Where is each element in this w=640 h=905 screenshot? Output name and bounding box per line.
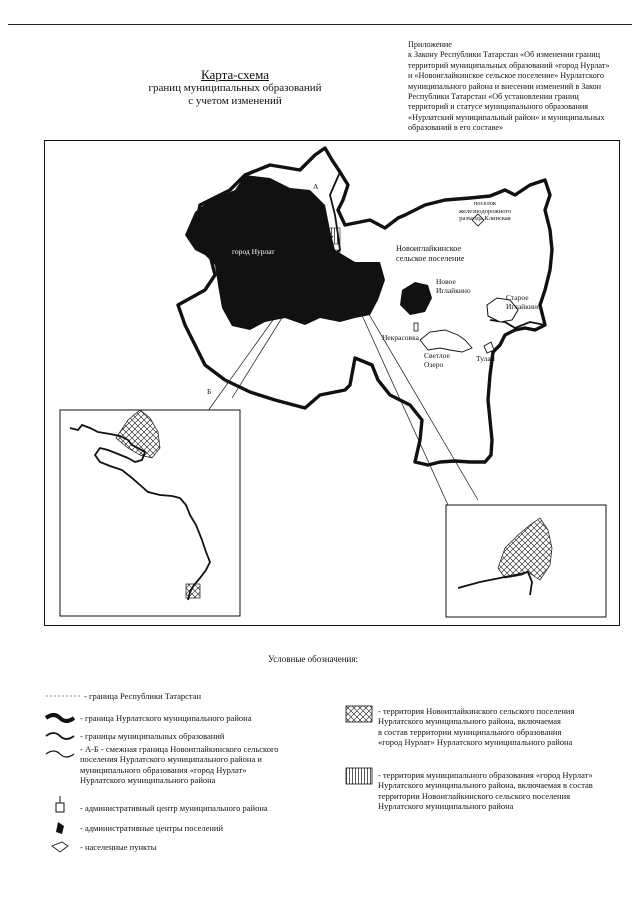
legend-vert-line: Нурлатского муниципального района — [378, 801, 514, 812]
map-subtitle: границ муниципальных образований — [148, 82, 322, 94]
municipal-border-symbol — [46, 733, 74, 739]
admin-center-district-icon — [56, 796, 64, 812]
appendix-line: муниципального района и внесении изменений в Закон — [408, 81, 602, 91]
legend-ab-line: поселения Нурлатского муниципального района и — [80, 754, 262, 765]
district-border-symbol — [46, 715, 74, 721]
tulay-label: Тулай — [476, 354, 495, 363]
nekrasovka-label: Некрасовка — [382, 333, 419, 342]
legend-vert-line: - территория муниципального образования «город Нурлат» — [378, 770, 593, 780]
poselok-label — [448, 200, 522, 223]
inset-connector — [336, 258, 448, 505]
appendix-line: «Нурлатский муниципальный район» и муниципальных — [408, 112, 605, 122]
legend-republic-border: - граница Республики Татарстан — [84, 691, 202, 701]
staroe-label-line: Старое — [506, 293, 529, 302]
settlement-nekrasovka — [414, 323, 418, 331]
admin-center-settlement-icon — [56, 822, 64, 834]
legend-municipal-borders: - границы муниципальных образований — [80, 731, 225, 741]
legend-cross-line: «город Нурлат» Нурлатского муниципального района — [378, 737, 573, 748]
legend-cross-line: в состав территории муниципального образования — [378, 726, 562, 737]
legend-cross-hatch — [378, 706, 634, 748]
inset-left-cross-small — [186, 584, 200, 598]
legend-vert-line: территории Новоиглайкинского сельского поселения — [378, 790, 571, 801]
city-label: город Нурлат — [232, 247, 275, 256]
appendix-line: к Закону Республики Татарстан «Об изменении границ — [408, 50, 601, 60]
legend-ab-border — [80, 744, 335, 786]
legend-title: Условные обозначения: — [268, 654, 359, 664]
legend-vertical-hatch — [378, 770, 634, 812]
legend-vert-line: Нурлатского муниципального района, включаемая в состав — [378, 780, 593, 791]
legend-ab-line: муниципального образования «город Нурлат» — [80, 764, 247, 775]
appendix-line: и «Новоиглайкинское сельское поселение» Нурлатского — [408, 71, 604, 81]
city-territory — [185, 175, 385, 330]
staroe-label-line: Иглайкино — [506, 301, 541, 311]
appendix-line: территорий муниципальных образований «город Нурлат» — [408, 60, 610, 70]
settlement-icon — [52, 842, 68, 852]
novoe-label-line: Новое — [436, 277, 456, 286]
legend-cross-line: - территория Новоиглайкинского сельского поселения — [378, 706, 575, 716]
cross-hatch-symbol — [346, 706, 372, 722]
appendix-line: образований в его составе» — [408, 123, 504, 133]
poselok-label-line: разъезда Клинская — [459, 215, 511, 222]
legend-settlements: - населенные пункты — [80, 842, 157, 852]
legend-admin-centers-settlements: - административные центры поселений — [80, 823, 224, 833]
appendix-line: Приложение — [408, 40, 452, 49]
novoiglaikinskoe-label — [396, 244, 464, 264]
legend-ab-line: - А-Б - смежная граница Новоиглайкинского сельского — [80, 744, 279, 754]
svetloe-label-line: Светлое — [424, 351, 450, 360]
svetloe-label — [424, 352, 450, 369]
point-a-label: А — [313, 182, 319, 191]
legend-district-border: - граница Нурлатского муниципального района — [80, 713, 252, 723]
settlement-svetloe-ozero — [420, 330, 472, 352]
vertical-hatch-symbol — [346, 768, 372, 784]
staroe-label — [506, 294, 541, 311]
novoiglaikinskoe-label-line: Новоиглайкинское — [396, 244, 462, 253]
appendix-line: Республики Татарстан «Об установлении границ — [408, 92, 579, 102]
poselok-label-line: поселок — [473, 200, 497, 207]
appendix-line: территорий и статусе муниципального образования — [408, 102, 589, 112]
map-title: Карта-схема — [201, 67, 269, 82]
settlement-novoe-iglaikino — [400, 282, 432, 315]
legend-admin-center-district: - административный центр муниципального района — [80, 803, 268, 813]
legend-cross-line: Нурлатского муниципального района, включаемая — [378, 716, 561, 727]
map-subtitle: с учетом изменений — [188, 95, 282, 107]
point-b-label: Б — [207, 387, 212, 396]
legend-ab-line: Нурлатского муниципального района — [80, 775, 216, 786]
poselok-label-line: железнодорожного — [458, 207, 512, 215]
novoiglaikinskoe-label-line: сельское поселение — [396, 254, 465, 263]
ab-border-symbol — [46, 751, 74, 757]
novoe-label-line: Иглайкино — [436, 285, 471, 295]
novoe-label — [436, 278, 471, 295]
svetloe-label-line: Озеро — [424, 359, 444, 369]
